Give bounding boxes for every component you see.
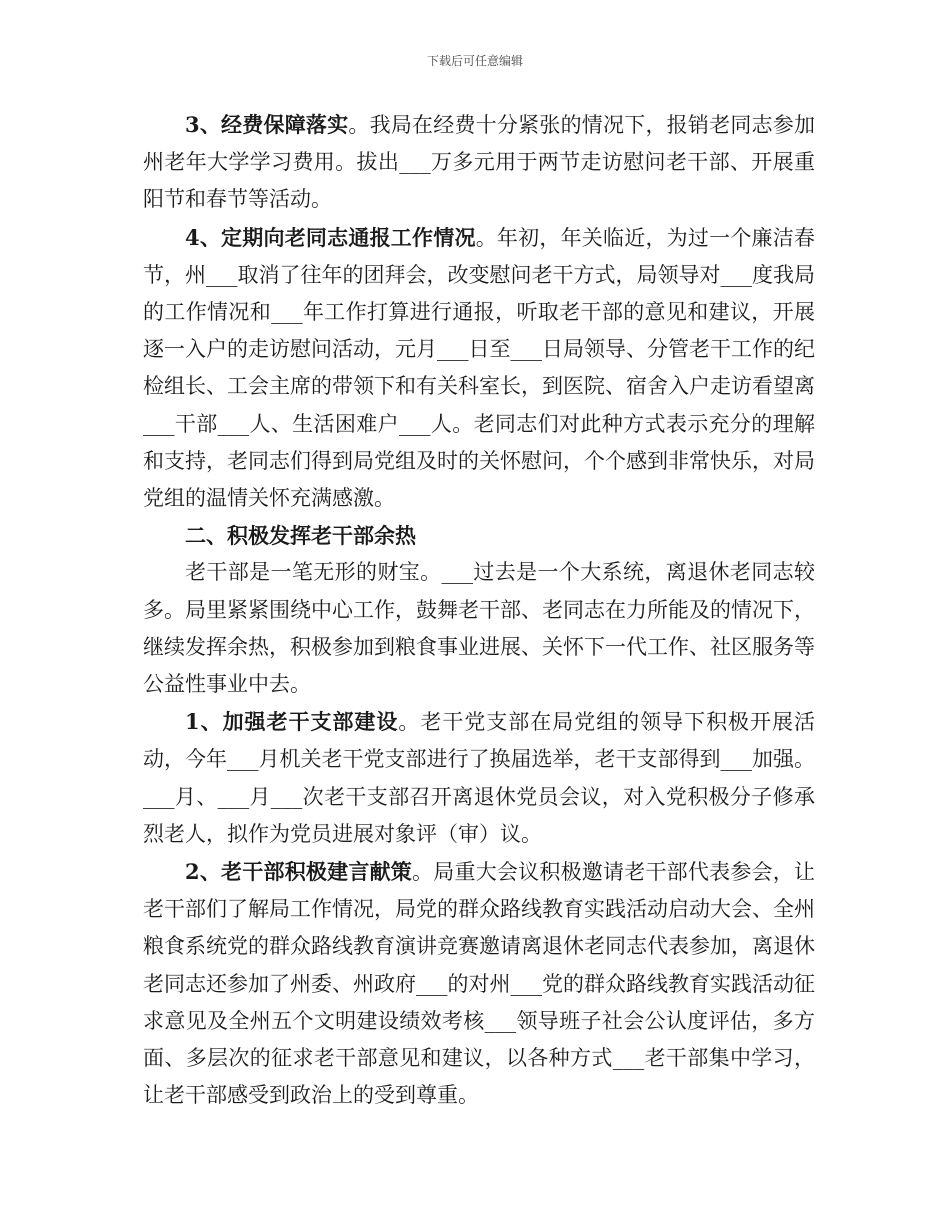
paragraph-briefing <box>143 219 815 518</box>
paragraph-text: 。老干党支部在局党组的领导下积极开展活动，今年___月机关老干党支部进行了换届选举，老干支部得到___加强。___月、___月___次老干支部召开离退休党员会议，对入党积极分子修承烈老人，拟作为党员进展对象评（审）议。 <box>143 710 815 846</box>
paragraph-text: 。局重大会议积极邀请老干部代表参会，让老干部们了解局工作情况，局党的群众路线教育实践活动启动大会、全州粮食系统党的群众路线教育演讲竞赛邀请离退休老同志代表参加，离退休老同志还参加了州委、州政府___的对州___党的群众路线教育实践活动征求意见及全州五个文明建设绩效考核___领导班子社会公认度评估，多方面、多层次的征求老干部意见和建议，以各种方式___老干部集中学习，让老干部感受到政治上的受到尊重。 <box>143 860 815 1108</box>
page-header: 下载后可任意编辑 <box>426 54 523 68</box>
paragraph-text: 。我局在经费十分紧张的情况下，报销老同志参加州老年大学学习费用。拔出___万多元用于两节走访慰问老干部、开展重阳节和春节等活动。 <box>143 113 815 212</box>
paragraph-funding <box>143 106 815 219</box>
paragraph-intro <box>143 554 815 703</box>
paragraph-advice <box>143 853 815 1114</box>
paragraph-heading: 1、加强老干支部建设 <box>185 709 399 735</box>
paragraph-text: 。年初，年关临近，为过一个廉洁春节，州___取消了往年的团拜会，改变慰问老干方式，局领导对___度我局的工作情况和___年工作打算进行通报，听取老干部的意见和建议，开展逐一入户的走访慰问活动，元月___日至___日局领导、分管老干工作的纪检组长、工会主席的带领下和有关科室长，到医院、宿舍入户走访看望离___干部___人、生活困难户___人。老同志们对此种方式表示充分的理解和支持，老同志们得到局党组及时的关怀慰问，个个感到非常快乐，对局党组的温情关怀充满感激。 <box>143 225 815 511</box>
paragraph-heading: 2、老干部积极建言献策 <box>185 859 413 885</box>
document-body <box>143 106 815 1114</box>
section-heading: 二、积极发挥老干部余热 <box>185 523 416 549</box>
paragraph-heading: 4、定期向老同志通报工作情况 <box>185 224 476 250</box>
paragraph-text: 老干部是一笔无形的财宝。___过去是一个大系统，离退休老同志较多。局里紧紧围绕中心工作，鼓舞老干部、老同志在力所能及的情况下，继续发挥余热，积极参加到粮食事业进展、关怀下一代工作、社区服务等公益性事业中去。 <box>143 560 815 697</box>
paragraph-heading: 3、经费保障落实 <box>185 112 349 137</box>
paragraph-branch <box>143 703 815 853</box>
